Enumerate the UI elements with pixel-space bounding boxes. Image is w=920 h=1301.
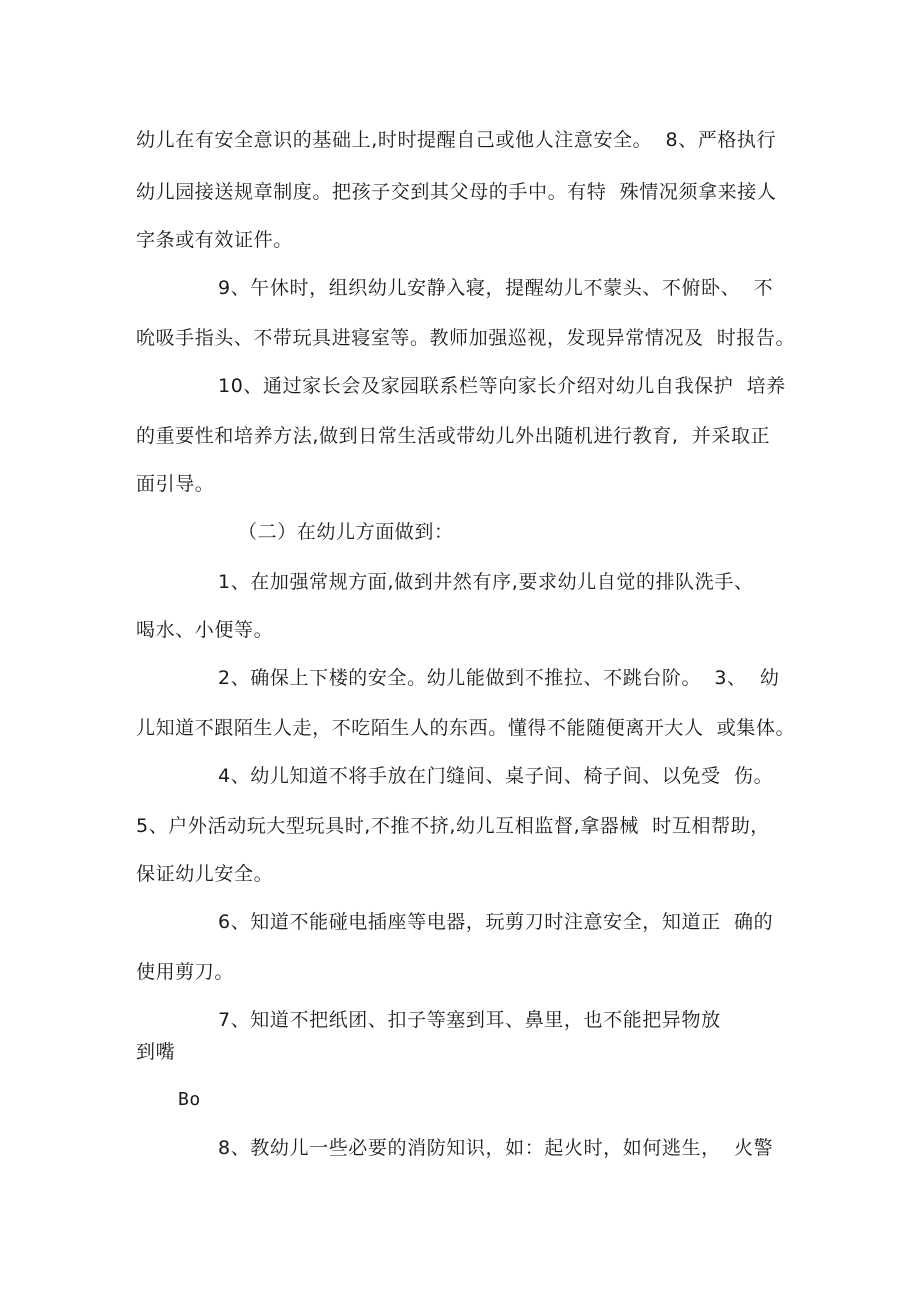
text-line-7: 的重要性和培养方法,做到日常生活或带幼儿外出随机进行教育, 并采取正 xyxy=(136,425,771,447)
text-line-17: 6、知道不能碰电插座等电器，玩剪刀时注意安全，知道正 确的 xyxy=(218,911,774,933)
text-line-22: 8、教幼儿一些必要的消防知识，如：起火时，如何逃生， 火警 xyxy=(218,1137,774,1159)
text-line-19: 7、知道不把纸团、扣子等塞到耳、鼻里，也不能把异物放 xyxy=(218,1009,721,1031)
text-line-10: 1、在加强常规方面,做到井然有序,要求幼儿自觉的排队洗手、 xyxy=(218,571,754,593)
text-line-1: 幼儿在有安全意识的基础上,时时提醒自己或他人注意安全。 8、严格执行 xyxy=(136,129,777,151)
text-line-14: 4、幼儿知道不将手放在门缝间、桌子间、椅子间、以免受 伤。 xyxy=(218,765,774,787)
text-line-5: 吮吸手指头、不带玩具进寝室等。教师加强巡视，发现异常情况及 时报告。 xyxy=(136,327,796,349)
text-line-12: 2、确保上下楼的安全。幼儿能做到不推拉、不跳台阶。 3、 幼 xyxy=(218,667,780,689)
text-line-18: 使用剪刀。 xyxy=(136,961,235,983)
text-line-3: 字条或有效证件。 xyxy=(136,229,293,251)
text-line-4: 9、午休时，组织幼儿安静入寝，提醒幼儿不蒙头、不俯卧、 不 xyxy=(218,277,774,299)
text-line-8: 面引导。 xyxy=(136,473,215,495)
text-line-2: 幼儿园接送规章制度。把孩子交到其父母的手中。有特 殊情况须拿来接人 xyxy=(136,181,777,203)
section-heading: （二）在幼儿方面做到： xyxy=(238,521,454,543)
text-line-11: 喝水、小便等。 xyxy=(136,619,274,641)
text-line-15: 5、户外活动玩大型玩具时,不推不挤,幼儿互相监督,拿器械 时互相帮助， xyxy=(136,815,770,837)
text-line-6: 10、通过家长会及家园联系栏等向家长介绍对幼儿自我保护 培养 xyxy=(218,375,786,397)
text-line-13: 儿知道不跟陌生人走，不吃陌生人的东西。懂得不能随便离开大人 或集体。 xyxy=(136,717,796,739)
stray-text-bo: Bo xyxy=(178,1089,201,1110)
text-line-16: 保证幼儿安全。 xyxy=(136,863,274,885)
text-line-20: 到嘴 xyxy=(136,1041,176,1063)
